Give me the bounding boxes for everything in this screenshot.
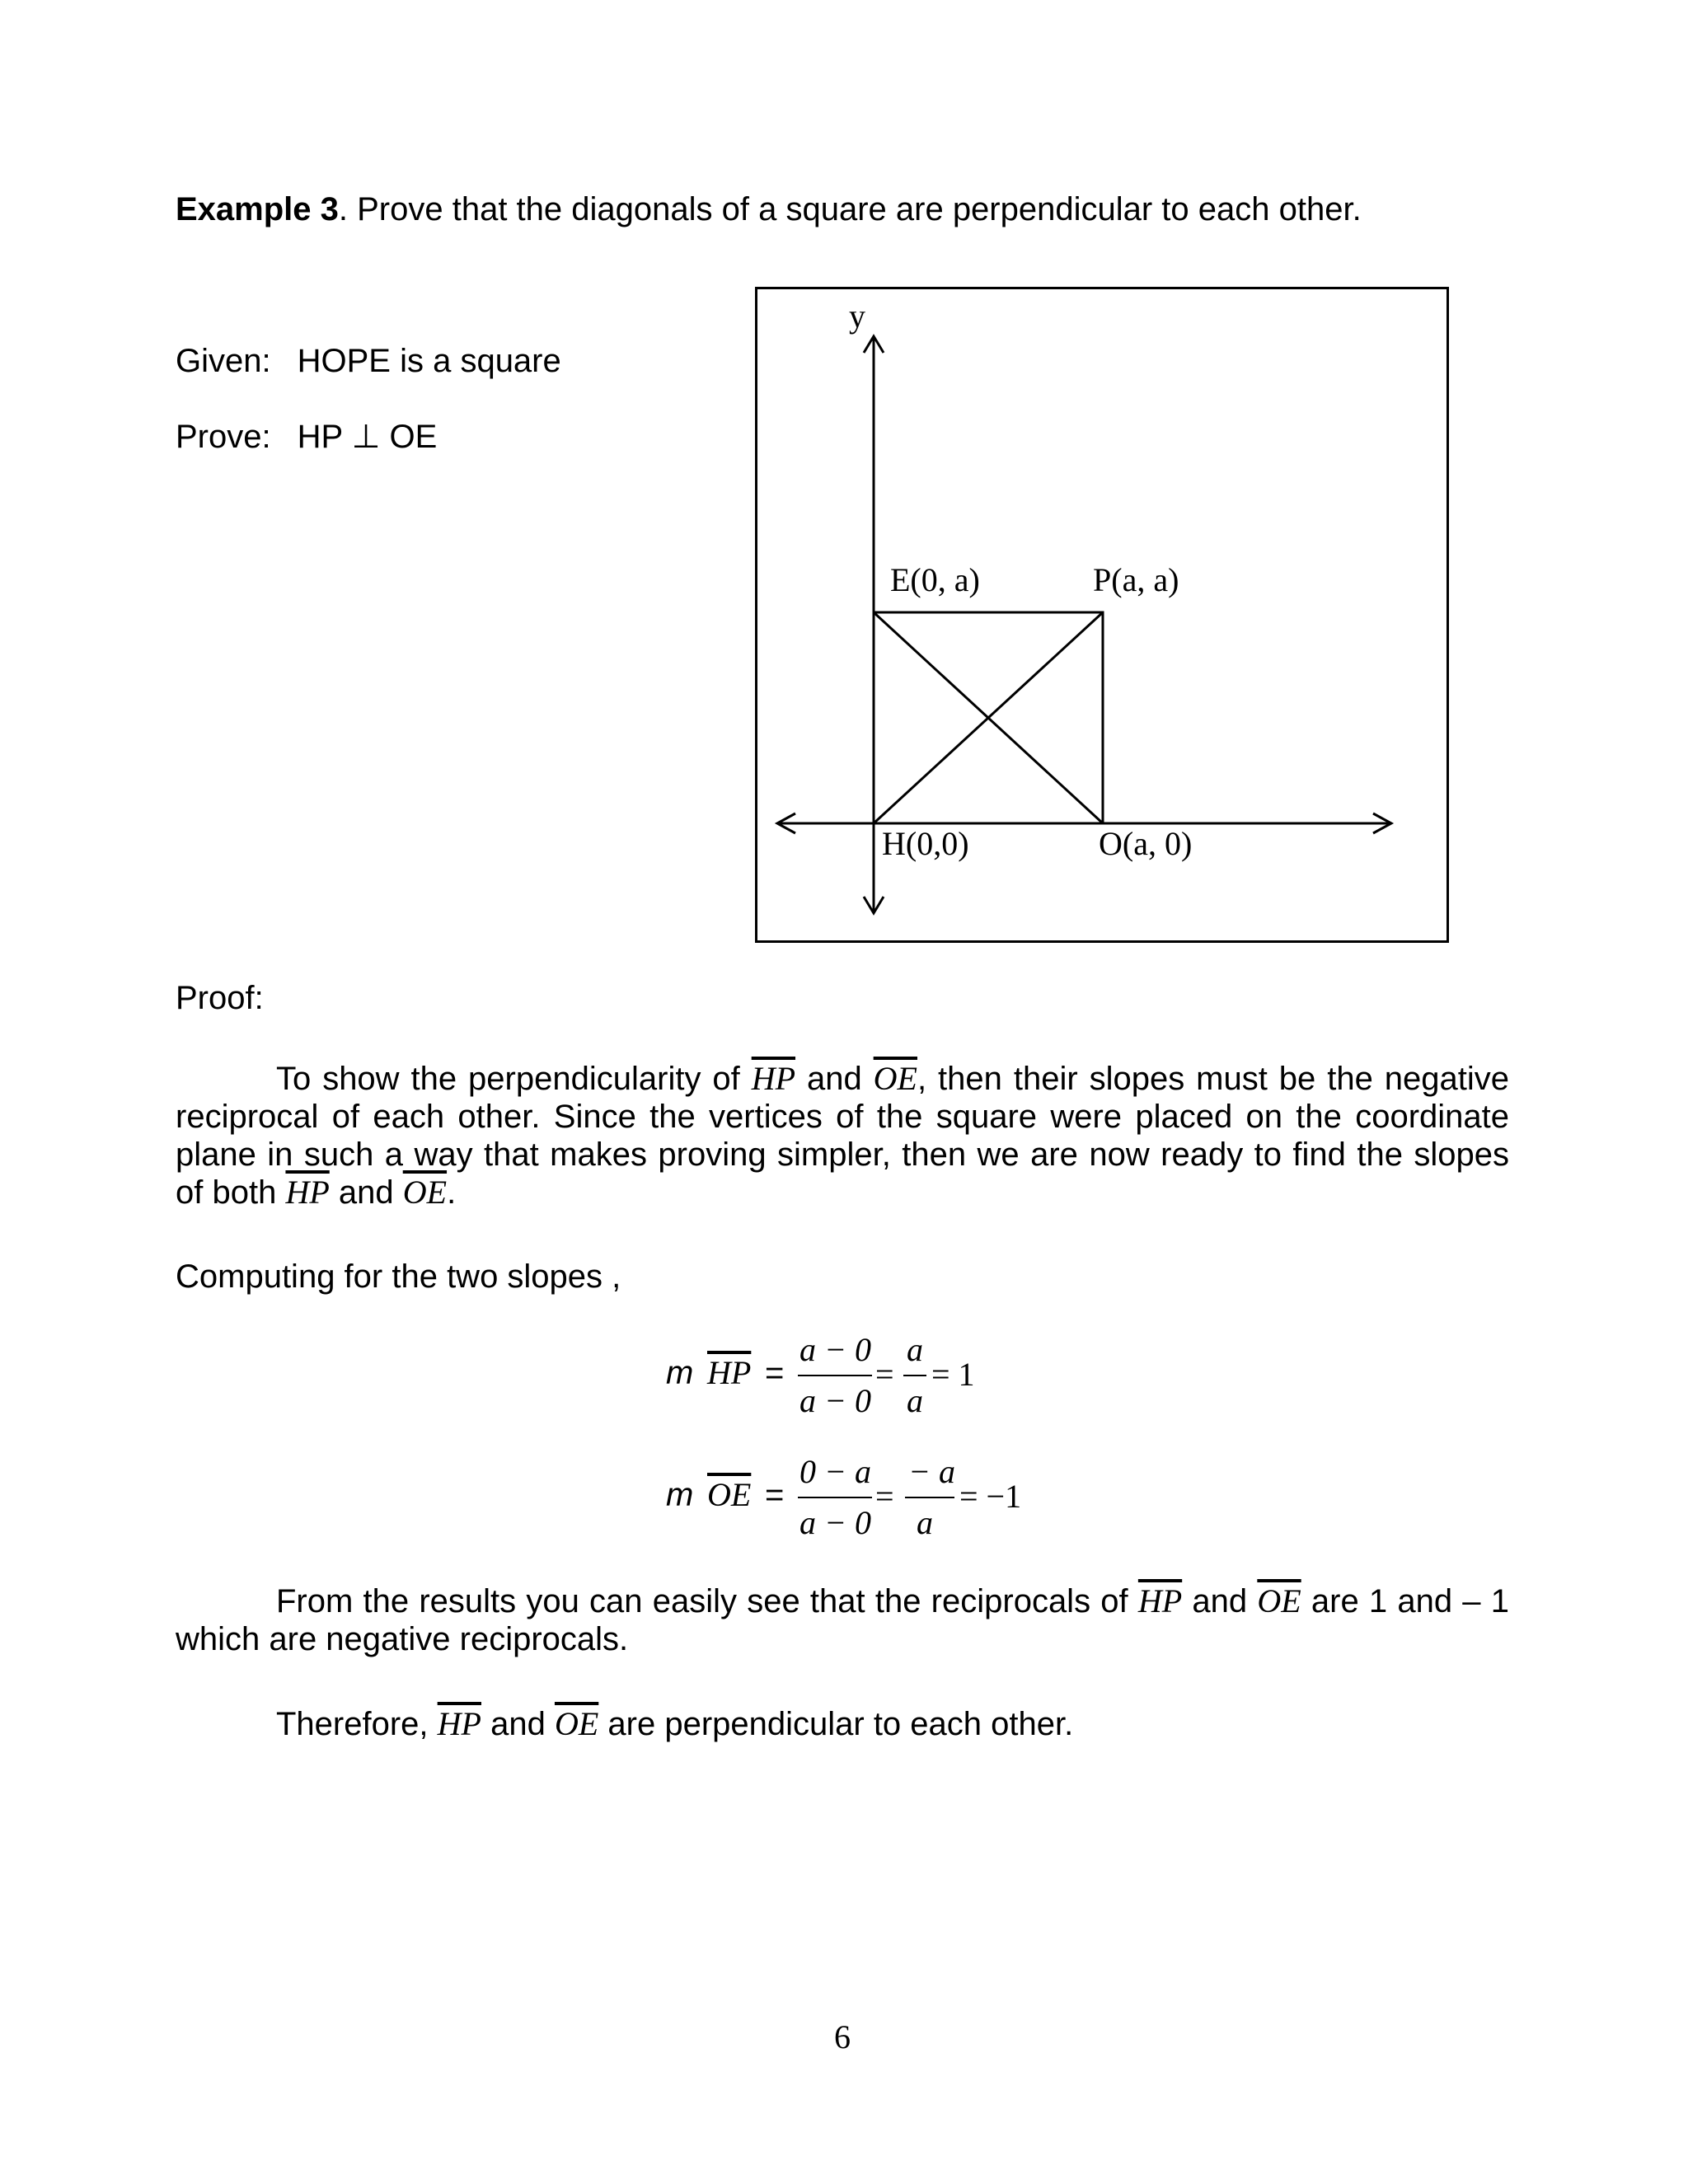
prove-label: Prove: xyxy=(176,419,271,455)
p1-text-1: To show the perpendicularity of xyxy=(276,1061,752,1097)
eq1-equals-2: = xyxy=(875,1356,894,1393)
eq2-denominator-1: a − 0 xyxy=(799,1504,871,1541)
eq1-denominator-2: a xyxy=(907,1382,923,1419)
segment-oe: $\overline{OE}$ xyxy=(402,1174,448,1211)
eq1-m: m xyxy=(666,1355,694,1391)
computing-text: Computing for the two slopes , xyxy=(176,1258,621,1295)
p2-text-1: From the results you can easily see that the reciprocals of xyxy=(276,1583,1138,1619)
proof-paragraph-1 xyxy=(176,1060,1509,1212)
eq2-equals: = xyxy=(765,1477,785,1513)
eq2-denominator-2: a xyxy=(917,1504,933,1541)
proof-label: Proof: xyxy=(176,980,264,1016)
eq2-numerator-1: 0 − a xyxy=(799,1453,871,1490)
proof-paragraph-2 xyxy=(176,1582,1509,1658)
given-text: HOPE is a square xyxy=(297,343,561,379)
segment-hp: $\overline{HP}$ xyxy=(751,1060,796,1097)
point-h-label: H(0,0) xyxy=(882,825,969,862)
eq1-result: = 1 xyxy=(931,1356,975,1393)
given-label: Given: xyxy=(176,343,271,379)
example-label: Example 3 xyxy=(176,191,339,227)
eq1-numerator-1: a − 0 xyxy=(799,1331,871,1368)
page-number: 6 xyxy=(834,2018,851,2055)
p1-text-2: and xyxy=(795,1061,874,1097)
segment-oe: $\overline{OE}$ xyxy=(554,1705,599,1742)
segment-hp: $\overline{HP}$ xyxy=(1137,1582,1183,1619)
point-e-label: E(0, a) xyxy=(890,561,980,598)
prove-text: HP ⊥ OE xyxy=(297,419,438,455)
point-o-label: O(a, 0) xyxy=(1099,825,1193,862)
segment-hp: $\overline{HP}$ xyxy=(437,1705,481,1742)
p2-text-3: are 1 and – 1 which are negative reciprocals. xyxy=(176,1583,1510,1657)
eq1-numerator-2: a xyxy=(907,1331,923,1368)
eq1-segment: $\overline{HP}$ xyxy=(707,1354,752,1391)
y-axis-label: y xyxy=(849,298,865,335)
p3-text-1: Therefore, xyxy=(276,1706,438,1742)
eq1-equals: = xyxy=(765,1355,785,1391)
p3-text-3: are perpendicular to each other. xyxy=(598,1706,1074,1742)
eq2-equals-2: = xyxy=(875,1478,894,1515)
segment-hp: $\overline{HP}$ xyxy=(285,1174,330,1211)
segment-oe: $\overline{OE}$ xyxy=(1257,1582,1301,1619)
eq2-m: m xyxy=(666,1477,694,1513)
eq2-segment: $\overline{OE}$ xyxy=(707,1476,752,1513)
example-text: . Prove that the diagonals of a square are perpendicular to each other. xyxy=(338,191,1362,227)
p1-text-3: , then their slopes must be the negative reciprocal of each other. Since the vertices of the square were placed on the coordinate plane in such a way that makes proving simpler, then we are now ready to find the slopes of both xyxy=(176,1061,1510,1211)
segment-oe: $\overline{OE}$ xyxy=(873,1060,917,1097)
p1-text-5: . xyxy=(447,1174,457,1211)
eq2-numerator-2: − a xyxy=(908,1453,955,1490)
p3-text-2: and xyxy=(481,1706,555,1742)
eq2-result: = −1 xyxy=(959,1478,1022,1515)
eq1-denominator-1: a − 0 xyxy=(799,1382,871,1419)
proof-conclusion xyxy=(276,1704,1073,1743)
p2-text-2: and xyxy=(1182,1583,1258,1619)
p1-text-4: and xyxy=(329,1174,403,1211)
point-p-label: P(a, a) xyxy=(1093,561,1179,598)
